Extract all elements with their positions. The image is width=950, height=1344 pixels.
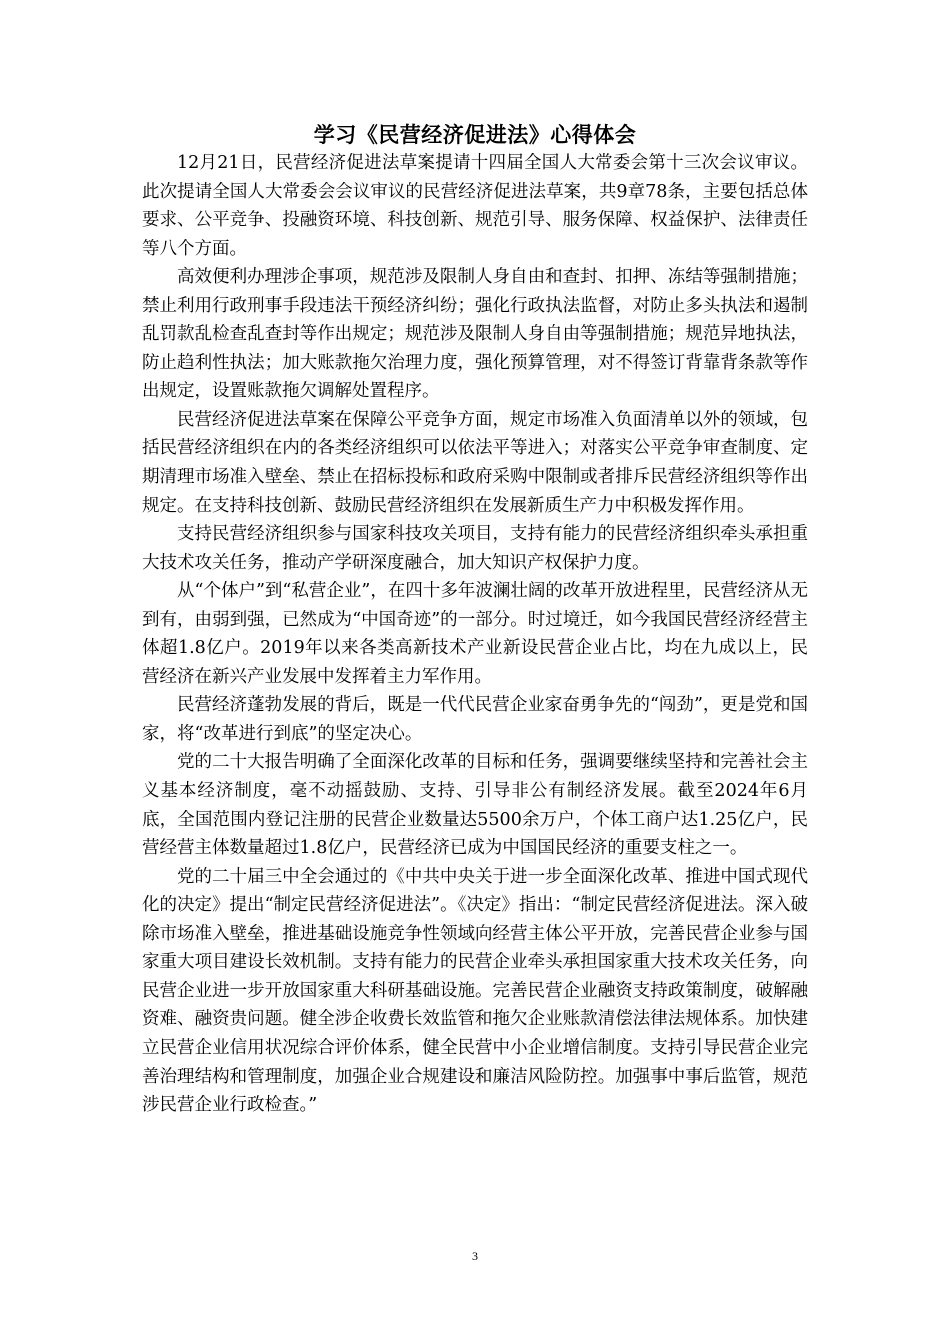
- paragraph-2: 高效便利办理涉企事项，规范涉及限制人身自由和查封、扣押、冻结等强制措施；禁止利用行政刑事手段违法干预经济纠纷；强化行政执法监督，对防止多头执法和遏制乱罚款乱检查乱查封等作出规定；规范涉及限制人身自由等强制措施；规范异地执法，防止趋利性执法；加大账款拖欠治理力度，强化预算管理，对不得签订背靠背条款等作出规定，设置账款拖欠调解处置程序。: [142, 267, 808, 402]
- document-title: 学习《民营经济促进法》心得体会: [313, 123, 637, 147]
- paragraph-8: 党的二十届三中全会通过的《中共中央关于进一步全面深化改革、推进中国式现代化的决定》提出“制定民营经济促进法”。《决定》指出：“制定民营经济促进法。深入破除市场准入壁垒，推进基础设施竞争性领域向经营主体公平开放，完善民营企业参与国家重大项目建设长效机制。支持有能力的民营企业牵头承担国家重大技术攻关任务，向民营企业进一步开放国家重大科研基础设施。完善民营企业融资支持政策制度，破解融资难、融资贵问题。健全涉企收费长效监管和拖欠企业账款清偿法律法规体系。加快建立民营企业信用状况综合评价体系，健全民营中小企业增信制度。支持引导民营企业完善治理结构和管理制度，加强企业合规建设和廉洁风险防控。加强事中事后监管，规范涉民营企业行政检查。”: [142, 866, 808, 1116]
- page-number: 3: [472, 1249, 478, 1263]
- document-body: [142, 149, 808, 1120]
- paragraph-6: 民营经济蓬勃发展的背后，既是一代代民营企业家奋勇争先的“闯劲”，更是党和国家，将“改革进行到底”的坚定决心。: [142, 695, 808, 744]
- paragraph-1: 12月21日，民营经济促进法草案提请十四届全国人大常委会第十三次会议审议。此次提请全国人大常委会会议审议的民营经济促进法草案，共9章78条，主要包括总体要求、公平竞争、投融资环境、科技创新、规范引导、服务保障、权益保护、法律责任等八个方面。: [142, 153, 808, 259]
- paragraph-4: 支持民营经济组织参与国家科技攻关项目，支持有能力的民营经济组织牵头承担重大技术攻关任务，推动产学研深度融合，加大知识产权保护力度。: [142, 524, 808, 573]
- paragraph-3: 民营经济促进法草案在保障公平竞争方面，规定市场准入负面清单以外的领域，包括民营经济组织在内的各类经济组织可以依法平等进入；对落实公平竞争审查制度、定期清理市场准入壁垒、禁止在招标投标和政府采购中限制或者排斥民营经济组织等作出规定。在支持科技创新、鼓励民营经济组织在发展新质生产力中积极发挥作用。: [142, 409, 808, 516]
- paragraph-5: 从“个体户”到“私营企业”，在四十多年波澜壮阔的改革开放进程里，民营经济从无到有，由弱到强，已然成为“中国奇迹”的一部分。时过境迁，如今我国民营经济经营主体超1.8亿户。2019年以来各类高新技术产业新设民营企业占比，均在九成以上，民营经济在新兴产业发展中发挥着主力军作用。: [142, 581, 808, 687]
- paragraph-7: 党的二十大报告明确了全面深化改革的目标和任务，强调要继续坚持和完善社会主义基本经济制度，毫不动摇鼓励、支持、引导非公有制经济发展。截至2024年6月底，全国范围内登记注册的民营企业数量达5500余万户，个体工商户达1.25亿户，民营经营主体数量超过1.8亿户，民营经济已成为中国国民经济的重要支柱之一。: [142, 752, 808, 859]
